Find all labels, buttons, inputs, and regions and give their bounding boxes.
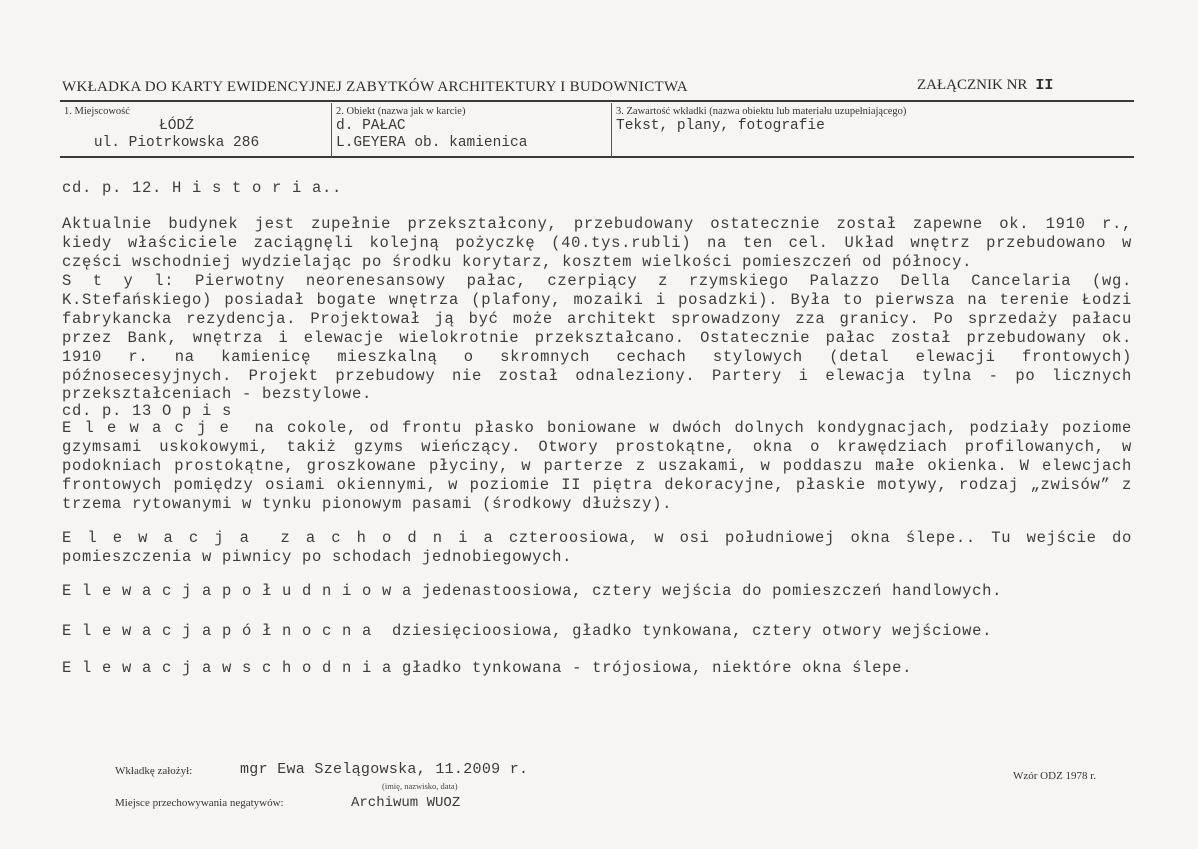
text-line: trzema rytowanymi w tynku pionowym pasami (środkowy dłuższy). xyxy=(62,495,673,513)
cell-value: ŁÓDŹ xyxy=(159,118,194,134)
text-line: gzymsami uskokowymi, takiż gzyms wieńczący. Otwory prostokątne, okna o krawędziach profilowanych, w xyxy=(62,438,1132,456)
text-line: fabrykancka rezydencja. Projektował ją być może architekt sprowadzony zza granicy. Po sprzedaży pałacu xyxy=(62,310,1132,328)
column-divider xyxy=(611,103,612,157)
text-line: 1910 r. na kamienicę mieszkalną o skromnych cechach stylowych (detal elewacji frontowych) xyxy=(62,348,1132,366)
cell-object xyxy=(336,106,608,152)
text-line: Aktualnie budynek jest zupełnie przekształcony, przebudowany ostatecznie został zapewne ok. 1910 r., xyxy=(62,215,1132,233)
text-line: przekształceniach - bezstylowe. xyxy=(62,385,373,403)
text-line: kiedy właściciele zaciągnęli kolejną pożyczkę (40.tys.rubli) na ten cel. Układ wnętrz przebudowano w xyxy=(62,234,1132,252)
text-line: E l e w a c j a p ó ł n o c n a dziesięcioosiowa, gładko tynkowana, cztery otwory wejściowe. xyxy=(62,622,993,640)
cell-label: 2. Obiekt (nazwa jak w karcie) xyxy=(336,106,466,117)
cell-value: ul. Piotrkowska 286 xyxy=(93,135,260,151)
cell-label: 3. Zawartość wkładki (nazwa obiektu lub materiału uzupełniającego) xyxy=(616,106,907,117)
cell-value: L.GEYERA ob. kamienica xyxy=(336,135,528,151)
text-line: E l e w a c j a z a c h o d n i a czteroosiowa, w osi południowej okna ślepe.. Tu wejście do xyxy=(62,529,1132,547)
top-rule xyxy=(60,100,1134,102)
author-label: Wkładkę założył: xyxy=(115,765,193,777)
text-line: frontowych pomiędzy osiami okiennymi, w poziomie II piętra dekoracyjne, płaskie motywy, rodzaj „zwisów” z xyxy=(62,476,1132,494)
text-line: podokniach prostokątne, groszkowane płyciny, w parterze z uszakami, w poddaszu małe okienka. W elewcjach xyxy=(62,457,1132,475)
text-line: późnosecesyjnych. Projekt przebudowy nie został odnaleziony. Partery i elewacja tylna - po licznych xyxy=(62,367,1132,385)
text-line: E l e w a c j a p o ł u d n i o w a jedenastoosiowa, cztery wejścia do pomieszczeń handlowych. xyxy=(62,582,1003,600)
text-line: części wschodniej wydzielając po środku korytarz, kosztem wielkości pomieszczeń od północy. xyxy=(62,253,973,271)
text-line: E l e w a c j e na cokole, od frontu płasko boniowane w dwóch dolnych kondygnacjach, podziały poziome xyxy=(62,419,1132,437)
text-line: przez Bank, wnętrza i elewacje wielokrotnie przekształcano. Ostatecznie pałac został przebudowany ok. xyxy=(62,329,1132,347)
annex-value: II xyxy=(1035,77,1054,94)
cell-label: 1. Miejscowość xyxy=(64,106,130,117)
author-hint: (imię, nazwisko, data) xyxy=(382,781,458,791)
text-line: E l e w a c j a w s c h o d n i a gładko tynkowana - trójosiowa, niektóre okna ślepe. xyxy=(62,659,913,677)
form-version: Wzór ODZ 1978 r. xyxy=(1013,770,1097,782)
section-heading: cd. p. 13 O p i s xyxy=(62,402,233,420)
section-heading: cd. p. 12. H i s t o r i a.. xyxy=(62,179,343,197)
annex-number xyxy=(917,77,1053,94)
negatives-value: Archiwum WUOZ xyxy=(351,795,461,811)
cell-contents xyxy=(616,106,1131,135)
negatives-label: Miejsce przechowywania negatywów: xyxy=(115,797,284,809)
author-value: mgr Ewa Szelągowska, 11.2009 r. xyxy=(240,761,529,778)
text-line: S t y l: Pierwotny neorenesansowy pałac, czerpiący z rzymskiego Palazzo Della Cancelaria (wg. xyxy=(62,272,1132,290)
cell-locality xyxy=(64,106,329,152)
annex-label: ZAŁĄCZNIK NR xyxy=(917,77,1028,93)
cell-value: d. PAŁAC xyxy=(336,118,406,134)
text-line: K.Stefańskiego) posiadał bogate wnętrza (plafony, mozaiki i posadzki). Była to pierwsza na terenie Łodzi xyxy=(62,291,1132,309)
form-title: WKŁADKA DO KARTY EWIDENCYJNEJ ZABYTKÓW ARCHITEKTURY I BUDOWNICTWA xyxy=(62,79,688,95)
column-divider xyxy=(331,103,332,157)
bottom-rule xyxy=(60,156,1134,158)
cell-value: Tekst, plany, fotografie xyxy=(616,118,825,134)
text-line: pomieszczenia w piwnicy po schodach jednobiegowych. xyxy=(62,548,573,566)
